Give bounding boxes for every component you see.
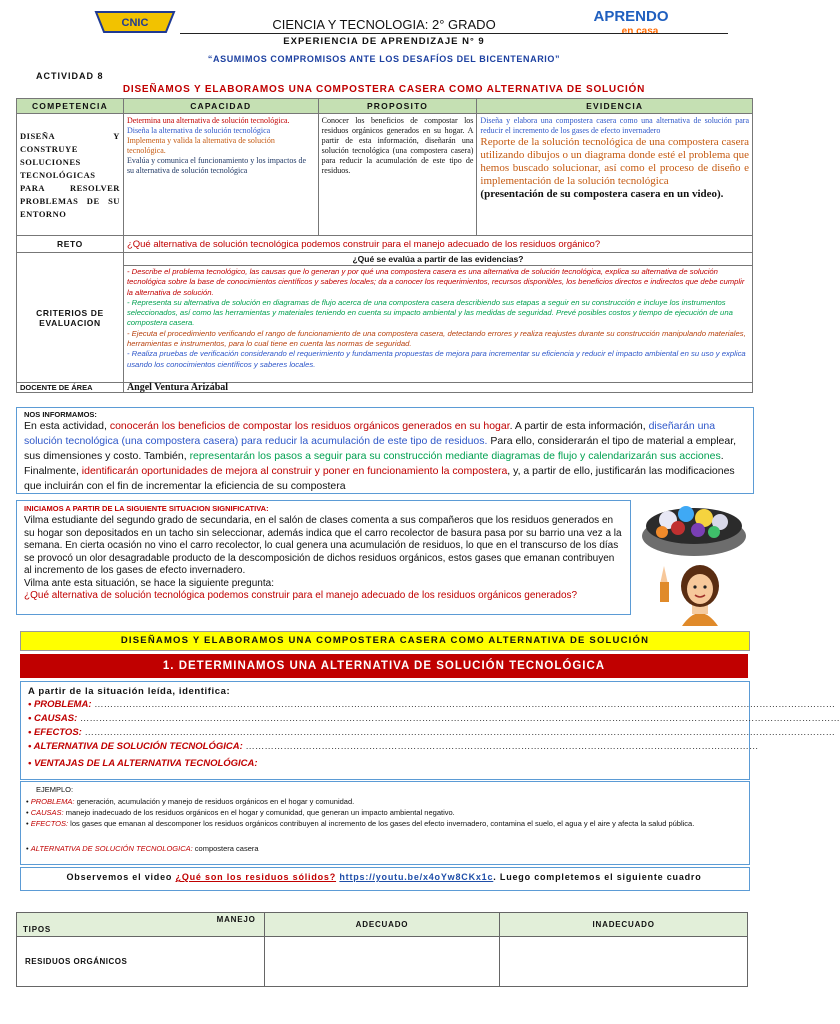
video-instruction: Observemos el video ¿Qué son los residuos sólidos? https://youtu.be/x4oYw8CKx1c. Luego completemos el siguiente cuadro bbox=[66, 872, 702, 882]
criterio-4: - Realiza pruebas de verificación considerando el requerimiento y fundamenta propuestas de mejora para incrementar su eficiencia y reducir el impacto ambiental en su uso y explica usando los conocimientos científicos y saberes locales. bbox=[126, 349, 746, 369]
tipos-corner-cell bbox=[17, 913, 265, 937]
aprendo-en-casa-logo bbox=[580, 6, 682, 40]
reto-text: ¿Qué alternativa de solución tecnológica podemos construir para el manejo adecuado de los residuos orgánico? bbox=[123, 236, 752, 253]
situacion-question: ¿Qué alternativa de solución tecnológica podemos construir para el manejo adecuado de los residuos orgánicos generados? bbox=[24, 590, 578, 601]
header-proposito: PROPOSITO bbox=[318, 99, 477, 114]
capacidad-3: Implementa y valida la alternativa de solución tecnológica. bbox=[126, 136, 275, 155]
svg-text:CNIC: CNIC bbox=[121, 17, 149, 29]
informamos-text: En esta actividad, conocerán los beneficios de compostar los residuos orgánicos generados en su hogar. A partir de esta información, diseñarán una solución tecnológica (una compostera casera) para reducir la acumulación de este tipo de residuos. Para ello, considerarán el tipo de material a emplear, sus dimensiones y costo. También, representarán los pasos a seguir para su construcción mediante diagramas de flujo y calendarizarán sus acciones. Finalmente, identificarán oportunidades de mejora al construir y poner en funcionamiento la compostera, y, a partir de ello, justificarán las modificaciones que incluirán con el fin de incrementar la eficiencia de su compostera bbox=[24, 420, 737, 492]
garbage-bin-image bbox=[638, 496, 750, 558]
situacion-title: INICIAMOS A PARTIR DE LA SIGUIENTE SITUACION SIGNIFICATIVA: bbox=[24, 504, 269, 513]
proposito-text: Conocer los beneficios de compostar los residuos orgánicos generados en su hogar. A partir de esta información, diseñarán una solución tecnológica (una compostera casera) para reducir la acumulación de este tipo de residuos. bbox=[318, 114, 477, 236]
ejemplo-causas: • CAUSAS: manejo inadecuado de los residuos orgánicos en el hogar y comunidad, que generan un impacto ambiental negativo. bbox=[26, 808, 455, 817]
svg-text:APRENDO: APRENDO bbox=[593, 8, 669, 25]
teacher-illustration bbox=[652, 556, 748, 626]
header-rule bbox=[180, 33, 728, 34]
video-link[interactable]: https://youtu.be/x4oYw8CKx1c bbox=[339, 872, 494, 882]
evidencia-cell bbox=[477, 114, 753, 236]
video-question: ¿Qué son los residuos sólidos? bbox=[175, 872, 337, 882]
capacidad-4: Evalúa y comunica el funcionamiento y los impactos de su alternativa de solución tecnológica bbox=[126, 156, 306, 175]
course-title: CIENCIA Y TECNOLOGIA: 2° GRADO bbox=[272, 17, 496, 32]
ejemplo-efectos: • EFECTOS: los gases que emanan al descomponer los residuos orgánicos contribuyen al incremento de los gases del efecto invernadero, contamina el suelo, el agua y el aire y afecta la salud pública. bbox=[26, 819, 695, 828]
activity-number: ACTIVIDAD 8 bbox=[36, 71, 104, 81]
ejemplo-title: EJEMPLO: bbox=[36, 785, 74, 794]
experience-number: EXPERIENCIA DE APRENDIZAJE N° 9 bbox=[283, 36, 485, 47]
manejo-label: MANEJO bbox=[216, 915, 256, 924]
evidencia-1: Diseña y elabora una compostera casera como una alternativa de solución para reducir el incremento de los gases de efecto invernadero bbox=[480, 116, 749, 135]
header-competencia: COMPETENCIA bbox=[17, 99, 124, 114]
section-banner-red: 1. DETERMINAMOS UNA ALTERNATIVA DE SOLUCIÓN TECNOLÓGICA bbox=[20, 654, 748, 678]
docente-label: DOCENTE DE ÁREA bbox=[17, 383, 124, 393]
criterio-3: - Ejecuta el procedimiento verificando el rango de funcionamiento de una compostera casera, detectando errores y realiza reajustes durante su construcción manipulando materiales, herramientas e instrumentos, para lo cual tiene en cuenta las normas de seguridad. bbox=[126, 328, 746, 349]
reto-label: RETO bbox=[17, 236, 124, 253]
evidencia-2: Reporte de la solución tecnológica de una compostera casera utilizando dibujos o un diagrama donde esté el problema que hemos buscado solucionar, así como el proceso de diseño e implementación de la solución tecnológica bbox=[480, 136, 749, 187]
criterios-label: CRITERIOS DE EVALUACION bbox=[17, 253, 124, 383]
criterio-1: - Describe el problema tecnológico, las causas que lo generan y por qué una compostera casera es una alternativa de solución tecnológica, explica su alternativa de solución tecnológica sobre la base de conocimientos científicos y saberes locales; da a conocer los requerimientos, recursos disponibles, los beneficios directos e indirectos que debe cumplir la alternativa de solución. bbox=[126, 267, 745, 297]
situacion-lead: Vilma ante esta situación, se hace la siguiente pregunta: bbox=[24, 577, 274, 589]
identifica-ventajas: • VENTAJAS DE LA ALTERNATIVA TECNOLÓGICA: bbox=[28, 758, 258, 769]
capacidad-2: Diseña la alternativa de solución tecnológica bbox=[126, 126, 271, 135]
residuos-organicos-inadecuado[interactable] bbox=[500, 937, 748, 987]
situacion-text: Vilma estudiante del segundo grado de secundaria, en el salón de clases comenta a sus compañeros que los residuos generados en su hogar son depositados en un tacho sin seleccionar, además indica que el carro recolector de basura pasa por su barrio una vez a la semana. En cierta ocasión no vino el carro recolector, lo cual genera una acumulación de residuos, lo que en el transcurso de los días se provocó un olor desagradable producto de la descomposición de dichos residuos orgánicos, estos gases que emanan contribuyen al incremento de los gases de efecto invernadero. Vilma ante esta situación, se hace la siguiente pregunta: ¿Qué alternativa de solución tecnológica podemos construir para el manejo adecuado de los residuos orgánicos generados? bbox=[24, 515, 624, 603]
ejemplo-problema: • PROBLEMA: generación, acumulación y manejo de residuos orgánicos en el hogar y comunidad. bbox=[26, 797, 355, 806]
criterios-cell bbox=[123, 253, 752, 383]
residuos-organicos-adecuado[interactable] bbox=[264, 937, 500, 987]
experience-quote: “ASUMIMOS COMPROMISOS ANTE LOS DESAFÍOS DEL BICENTENARIO” bbox=[207, 54, 561, 64]
criterios-heading: ¿Qué se evalúa a partir de las evidencias? bbox=[124, 254, 752, 266]
identifica-problema: • PROBLEMA: ……………………………………………………………………………………………………………………………………………………………………………………………………………… bbox=[28, 699, 836, 710]
header-evidencia: EVIDENCIA bbox=[477, 99, 753, 114]
residuos-organicos-label: RESIDUOS ORGÁNICOS bbox=[17, 937, 265, 987]
competencia-text: DISEÑA Y CONSTRUYE SOLUCIONES TECNOLÓGICAS PARA RESOLVER PROBLEMAS DE SU ENTORNO bbox=[17, 114, 124, 236]
identifica-causas: • CAUSAS: …………………………………………………………………………………………………………………………………………………………………………………………………………………… bbox=[28, 713, 840, 724]
svg-text:en casa: en casa bbox=[621, 26, 659, 37]
identifica-alternativa: • ALTERNATIVA DE SOLUCIÓN TECNOLÓGICA: ……………………………………………………………………………………………………………………………………………… bbox=[28, 741, 759, 752]
criterios-list bbox=[127, 267, 749, 370]
activity-title: DISEÑAMOS Y ELABORAMOS UNA COMPOSTERA CASERA COMO ALTERNATIVA DE SOLUCIÓN bbox=[122, 84, 646, 95]
evidencia-3: (presentación de su compostera casera en un video). bbox=[480, 188, 724, 200]
ejemplo-alternativa: • ALTERNATIVA DE SOLUCIÓN TECNOLOGICA: compostera casera bbox=[26, 844, 259, 853]
informamos-title: NOS INFORMAMOS: bbox=[24, 410, 97, 419]
adecuado-header: ADECUADO bbox=[264, 913, 500, 937]
competency-table bbox=[16, 98, 753, 393]
capacidad-1: Determina una alternativa de solución tecnológica. bbox=[126, 116, 290, 125]
header-capacidad: CAPACIDAD bbox=[123, 99, 318, 114]
inadecuado-header: INADECUADO bbox=[500, 913, 748, 937]
tipos-label: TIPOS bbox=[23, 925, 52, 934]
criterio-2: - Representa su alternativa de solución en diagramas de flujo acerca de una compostera casera describiendo sus etapas a seguir en su construcción e incluye los instrumentos seleccionados, así como las herramientas y materiales teniendo en cuenta su impacto ambiental y las medidas de seguridad. Prevé posibles costos y tiempo de ejecución de una compostera casera. bbox=[126, 297, 733, 328]
identifica-efectos: • EFECTOS: ………………………………………………………………………………………………………………………………………………………………………………………………………………… bbox=[28, 727, 835, 738]
identifica-title: A partir de la situación leída, identifica: bbox=[28, 686, 231, 697]
docente-name: Angel Ventura Arizábal bbox=[123, 383, 752, 393]
capacidad-cell bbox=[123, 114, 318, 236]
section-banner-yellow: DISEÑAMOS Y ELABORAMOS UNA COMPOSTERA CASERA COMO ALTERNATIVA DE SOLUCIÓN bbox=[20, 631, 750, 651]
tipos-table bbox=[16, 912, 748, 987]
